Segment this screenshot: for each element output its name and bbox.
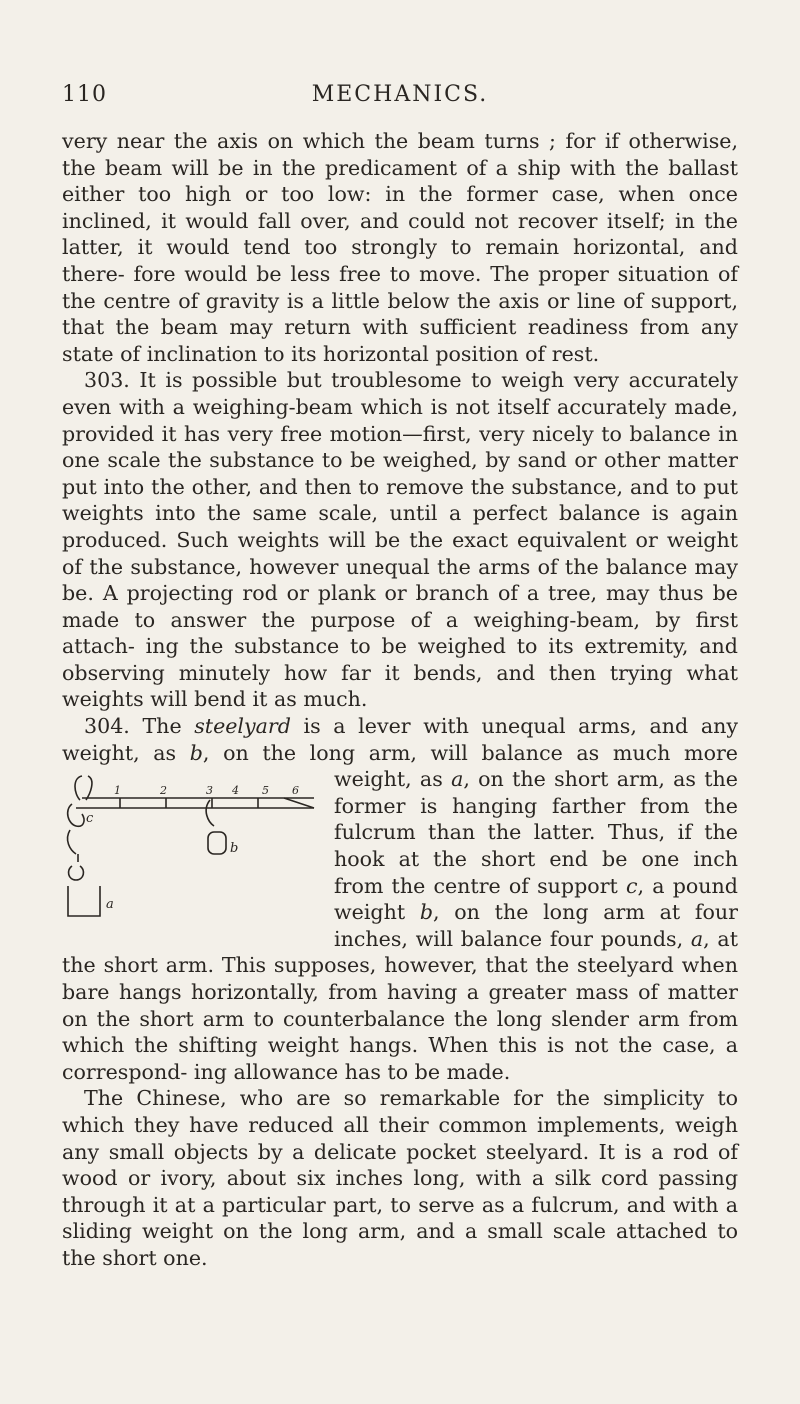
- scale-label-5: 5: [262, 784, 269, 798]
- paragraph-303: 303. It is possible but troublesome to weigh very accurately even with a weighing-beam which is not itself accurately made, provided it has very free motion—first, very nicely to balance in one scale the substance to be weighed, by sand or other matter put into the other, and then to remove the substance, and to put weights into the same scale, until a perfect balance is again produced. Such weights will be the exact equivalent or weight of the substance, however unequal the arms of the balance may be. A projecting rod or plank or branch of a tree, may thus be made to answer the purpose of a weighing-beam, by first attach- ing the substance to be weighed to its extremity, and observing minutely how far it bends, and then trying what weights will bend it as much.: [62, 368, 738, 712]
- running-head: MECHANICS.: [311, 82, 489, 107]
- text-run: weight, as: [334, 767, 452, 792]
- text-run: , a pound weight: [334, 873, 738, 925]
- page-header: [62, 82, 738, 112]
- paragraph-chinese: The Chinese, who are so remarkable for the simplicity to which they have reduced all their common implements, weigh any small objects by a delicate pocket steelyard. It is a rod of wood or ivory, about six inches long, with a silk cord passing through it at a particular part, to serve as a fulcrum, and with a sliding weight on the long arm, and a small scale attached to the short one.: [62, 1086, 738, 1270]
- term-steelyard: steelyard: [194, 714, 291, 739]
- scale-label-6: 6: [292, 784, 299, 798]
- scale-label-3: 3: [206, 784, 213, 798]
- steelyard-figure: [62, 770, 320, 924]
- variable-a: a: [690, 926, 704, 951]
- text-run: , on the long arm at four inches, will balance four pounds,: [334, 900, 738, 951]
- paragraph-1: very near the axis on which the beam turns ; for if otherwise, the beam will be in the predicament of a ship with the ballast either too high or too low: in the former case, when once inclined, it would fall over, and could not recover itself; in the latter, it would tend too strongly to remain horizontal, and there- fore would be less free to move. The proper situation of the centre of gravity is a little below the axis or line of support, that the beam may return with sufficient readiness from any state of inclination to its horizontal position of rest.: [62, 129, 738, 366]
- variable-c: c: [625, 873, 638, 898]
- label-c: c: [86, 811, 94, 827]
- text-run: 304. The: [84, 714, 195, 739]
- body-text: [62, 128, 738, 1272]
- text-run: is a lever with unequal arms, and any weight, as: [62, 714, 738, 765]
- variable-b: b: [189, 740, 203, 765]
- paragraph-304: [62, 713, 738, 1085]
- page-number: 110: [62, 82, 107, 107]
- scale-label-1: 1: [114, 784, 121, 798]
- text-run: , at the short arm. This supposes, however, that the steelyard when bare hangs horizontally, from having a greater mass of matter on the short arm to counterbalance the long slender arm from which the shifting weight hangs. When this is not the case, a correspond- ing allowance has to be made.: [62, 926, 738, 1084]
- scale-label-2: 2: [160, 784, 167, 798]
- label-b: b: [230, 841, 239, 857]
- text-run: , on the long arm, will balance as much more: [202, 740, 738, 765]
- scale-label-4: 4: [232, 784, 239, 798]
- steelyard-illustration: [62, 770, 320, 924]
- text-run: , on the short arm, as the former is hanging farther from the fulcrum than the latter. Thus, if the hook at the short end be one inch from the centre of support: [334, 767, 738, 898]
- variable-a: a: [451, 767, 464, 792]
- variable-b: b: [419, 900, 434, 925]
- label-a: a: [106, 897, 114, 913]
